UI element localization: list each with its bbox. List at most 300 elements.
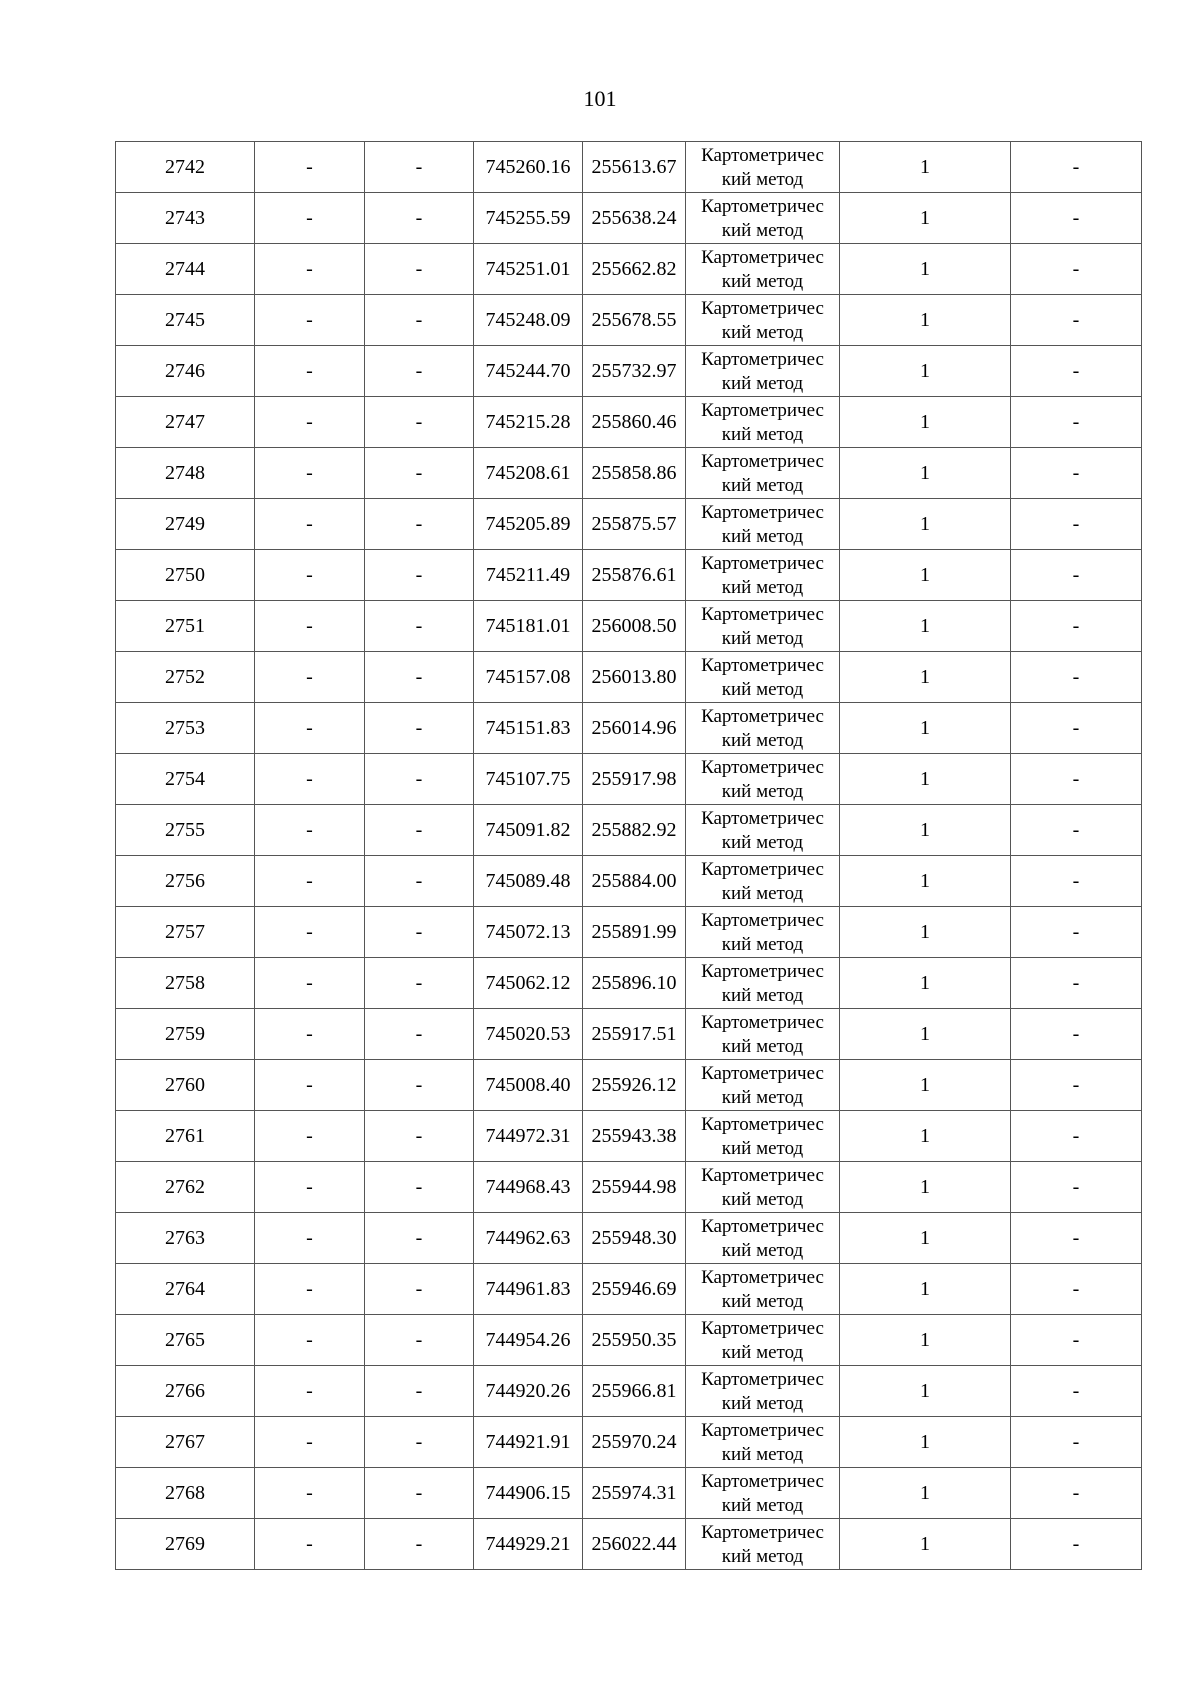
column-3-cell: - — [365, 1315, 474, 1366]
column-3-cell: - — [365, 346, 474, 397]
column-8-cell: - — [1011, 1009, 1142, 1060]
method-line-1: Картометричес — [701, 1419, 824, 1441]
column-7-cell: 1 — [840, 1315, 1011, 1366]
x-coordinate-cell: 745211.49 — [474, 550, 583, 601]
x-coordinate-cell: 744920.26 — [474, 1366, 583, 1417]
x-coordinate-cell: 744972.31 — [474, 1111, 583, 1162]
method-cell — [686, 142, 840, 193]
point-number-cell: 2761 — [116, 1111, 255, 1162]
table-row — [116, 1366, 1142, 1417]
column-7-cell: 1 — [840, 1519, 1011, 1570]
y-coordinate-cell: 255926.12 — [583, 1060, 686, 1111]
table-row — [116, 550, 1142, 601]
column-8-cell: - — [1011, 856, 1142, 907]
method-line-1: Картометричес — [701, 960, 824, 982]
method-line-2: кий метод — [721, 1239, 804, 1261]
method-cell — [686, 499, 840, 550]
column-8-cell: - — [1011, 703, 1142, 754]
column-3-cell: - — [365, 856, 474, 907]
column-7-cell: 1 — [840, 346, 1011, 397]
column-8-cell: - — [1011, 244, 1142, 295]
column-7-cell: 1 — [840, 1468, 1011, 1519]
column-7-cell: 1 — [840, 295, 1011, 346]
column-3-cell: - — [365, 295, 474, 346]
column-8-cell: - — [1011, 448, 1142, 499]
x-coordinate-cell: 745062.12 — [474, 958, 583, 1009]
method-cell — [686, 1111, 840, 1162]
method-line-2: кий метод — [721, 933, 804, 955]
method-line-1: Картометричес — [701, 1368, 824, 1390]
column-3-cell: - — [365, 652, 474, 703]
y-coordinate-cell: 256008.50 — [583, 601, 686, 652]
method-cell — [686, 397, 840, 448]
x-coordinate-cell: 744954.26 — [474, 1315, 583, 1366]
x-coordinate-cell: 744961.83 — [474, 1264, 583, 1315]
method-line-2: кий метод — [721, 1188, 804, 1210]
table-row — [116, 142, 1142, 193]
x-coordinate-cell: 744962.63 — [474, 1213, 583, 1264]
point-number-cell: 2765 — [116, 1315, 255, 1366]
table-row — [116, 1315, 1142, 1366]
column-2-cell: - — [255, 805, 365, 856]
coordinates-table — [115, 141, 1142, 1570]
x-coordinate-cell: 745255.59 — [474, 193, 583, 244]
column-3-cell: - — [365, 805, 474, 856]
column-8-cell: - — [1011, 1315, 1142, 1366]
table-row — [116, 1417, 1142, 1468]
y-coordinate-cell: 255678.55 — [583, 295, 686, 346]
point-number-cell: 2764 — [116, 1264, 255, 1315]
method-line-2: кий метод — [721, 1035, 804, 1057]
method-line-2: кий метод — [721, 270, 804, 292]
method-line-1: Картометричес — [701, 144, 824, 166]
column-3-cell: - — [365, 1417, 474, 1468]
method-cell — [686, 1315, 840, 1366]
column-8-cell: - — [1011, 652, 1142, 703]
method-cell — [686, 1162, 840, 1213]
x-coordinate-cell: 745089.48 — [474, 856, 583, 907]
point-number-cell: 2747 — [116, 397, 255, 448]
column-2-cell: - — [255, 958, 365, 1009]
method-line-1: Картометричес — [701, 1215, 824, 1237]
y-coordinate-cell: 256022.44 — [583, 1519, 686, 1570]
method-cell — [686, 958, 840, 1009]
method-line-1: Картометричес — [701, 909, 824, 931]
y-coordinate-cell: 255917.98 — [583, 754, 686, 805]
point-number-cell: 2759 — [116, 1009, 255, 1060]
column-2-cell: - — [255, 652, 365, 703]
column-2-cell: - — [255, 601, 365, 652]
point-number-cell: 2757 — [116, 907, 255, 958]
column-3-cell: - — [365, 142, 474, 193]
method-cell — [686, 1519, 840, 1570]
method-cell — [686, 448, 840, 499]
column-2-cell: - — [255, 142, 365, 193]
table-row — [116, 1213, 1142, 1264]
column-2-cell: - — [255, 397, 365, 448]
point-number-cell: 2769 — [116, 1519, 255, 1570]
column-3-cell: - — [365, 958, 474, 1009]
column-8-cell: - — [1011, 1366, 1142, 1417]
column-8-cell: - — [1011, 193, 1142, 244]
point-number-cell: 2750 — [116, 550, 255, 601]
point-number-cell: 2749 — [116, 499, 255, 550]
method-line-2: кий метод — [721, 321, 804, 343]
column-8-cell: - — [1011, 397, 1142, 448]
method-line-2: кий метод — [721, 678, 804, 700]
table-row — [116, 295, 1142, 346]
point-number-cell: 2745 — [116, 295, 255, 346]
table-row — [116, 805, 1142, 856]
x-coordinate-cell: 745181.01 — [474, 601, 583, 652]
table-row — [116, 958, 1142, 1009]
x-coordinate-cell: 745072.13 — [474, 907, 583, 958]
method-cell — [686, 652, 840, 703]
table-row — [116, 601, 1142, 652]
y-coordinate-cell: 255974.31 — [583, 1468, 686, 1519]
table-row — [116, 346, 1142, 397]
method-line-2: кий метод — [721, 1392, 804, 1414]
point-number-cell: 2746 — [116, 346, 255, 397]
method-line-2: кий метод — [721, 882, 804, 904]
column-8-cell: - — [1011, 346, 1142, 397]
column-3-cell: - — [365, 1009, 474, 1060]
table-row — [116, 397, 1142, 448]
column-3-cell: - — [365, 193, 474, 244]
method-cell — [686, 1009, 840, 1060]
method-cell — [686, 1366, 840, 1417]
point-number-cell: 2762 — [116, 1162, 255, 1213]
y-coordinate-cell: 255876.61 — [583, 550, 686, 601]
column-2-cell: - — [255, 1417, 365, 1468]
column-2-cell: - — [255, 1060, 365, 1111]
method-line-1: Картометричес — [701, 1062, 824, 1084]
method-line-2: кий метод — [721, 729, 804, 751]
y-coordinate-cell: 255860.46 — [583, 397, 686, 448]
column-2-cell: - — [255, 448, 365, 499]
method-cell — [686, 1060, 840, 1111]
column-7-cell: 1 — [840, 703, 1011, 754]
y-coordinate-cell: 256014.96 — [583, 703, 686, 754]
method-line-2: кий метод — [721, 831, 804, 853]
method-cell — [686, 1264, 840, 1315]
column-2-cell: - — [255, 1111, 365, 1162]
method-line-2: кий метод — [721, 984, 804, 1006]
y-coordinate-cell: 255948.30 — [583, 1213, 686, 1264]
table-row — [116, 193, 1142, 244]
column-7-cell: 1 — [840, 499, 1011, 550]
table-row — [116, 754, 1142, 805]
column-8-cell: - — [1011, 550, 1142, 601]
point-number-cell: 2766 — [116, 1366, 255, 1417]
method-line-1: Картометричес — [701, 1113, 824, 1135]
column-8-cell: - — [1011, 1060, 1142, 1111]
x-coordinate-cell: 744906.15 — [474, 1468, 583, 1519]
method-line-2: кий метод — [721, 525, 804, 547]
method-line-2: кий метод — [721, 1290, 804, 1312]
method-line-2: кий метод — [721, 474, 804, 496]
column-2-cell: - — [255, 550, 365, 601]
column-2-cell: - — [255, 1366, 365, 1417]
column-2-cell: - — [255, 295, 365, 346]
x-coordinate-cell: 745020.53 — [474, 1009, 583, 1060]
y-coordinate-cell: 255662.82 — [583, 244, 686, 295]
column-7-cell: 1 — [840, 193, 1011, 244]
column-7-cell: 1 — [840, 397, 1011, 448]
method-line-2: кий метод — [721, 168, 804, 190]
column-3-cell: - — [365, 448, 474, 499]
point-number-cell: 2756 — [116, 856, 255, 907]
column-8-cell: - — [1011, 754, 1142, 805]
y-coordinate-cell: 255970.24 — [583, 1417, 686, 1468]
y-coordinate-cell: 255613.67 — [583, 142, 686, 193]
column-7-cell: 1 — [840, 652, 1011, 703]
column-7-cell: 1 — [840, 856, 1011, 907]
method-cell — [686, 295, 840, 346]
y-coordinate-cell: 255917.51 — [583, 1009, 686, 1060]
method-line-1: Картометричес — [701, 1266, 824, 1288]
table-row — [116, 1264, 1142, 1315]
method-line-1: Картометричес — [701, 297, 824, 319]
column-2-cell: - — [255, 244, 365, 295]
method-line-2: кий метод — [721, 780, 804, 802]
method-line-1: Картометричес — [701, 399, 824, 421]
method-line-1: Картометричес — [701, 348, 824, 370]
method-line-1: Картометричес — [701, 1470, 824, 1492]
method-cell — [686, 703, 840, 754]
method-line-2: кий метод — [721, 1137, 804, 1159]
column-2-cell: - — [255, 193, 365, 244]
x-coordinate-cell: 744929.21 — [474, 1519, 583, 1570]
x-coordinate-cell: 745107.75 — [474, 754, 583, 805]
table-row — [116, 244, 1142, 295]
method-cell — [686, 346, 840, 397]
y-coordinate-cell: 255875.57 — [583, 499, 686, 550]
column-3-cell: - — [365, 1264, 474, 1315]
column-8-cell: - — [1011, 499, 1142, 550]
method-line-1: Картометричес — [701, 603, 824, 625]
column-7-cell: 1 — [840, 1213, 1011, 1264]
y-coordinate-cell: 255884.00 — [583, 856, 686, 907]
table-row — [116, 1009, 1142, 1060]
column-2-cell: - — [255, 754, 365, 805]
column-3-cell: - — [365, 1366, 474, 1417]
column-2-cell: - — [255, 1519, 365, 1570]
point-number-cell: 2743 — [116, 193, 255, 244]
column-7-cell: 1 — [840, 448, 1011, 499]
column-7-cell: 1 — [840, 1264, 1011, 1315]
column-7-cell: 1 — [840, 805, 1011, 856]
table-row — [116, 856, 1142, 907]
column-8-cell: - — [1011, 142, 1142, 193]
column-3-cell: - — [365, 907, 474, 958]
method-line-2: кий метод — [721, 1086, 804, 1108]
column-7-cell: 1 — [840, 1009, 1011, 1060]
column-7-cell: 1 — [840, 958, 1011, 1009]
page-number: 101 — [583, 86, 617, 111]
method-cell — [686, 856, 840, 907]
y-coordinate-cell: 256013.80 — [583, 652, 686, 703]
method-line-1: Картометричес — [701, 1164, 824, 1186]
column-8-cell: - — [1011, 1519, 1142, 1570]
column-2-cell: - — [255, 1213, 365, 1264]
method-cell — [686, 1417, 840, 1468]
method-cell — [686, 193, 840, 244]
column-8-cell: - — [1011, 1417, 1142, 1468]
method-line-1: Картометричес — [701, 858, 824, 880]
x-coordinate-cell: 745244.70 — [474, 346, 583, 397]
table-row — [116, 1060, 1142, 1111]
method-line-2: кий метод — [721, 1341, 804, 1363]
column-7-cell: 1 — [840, 1366, 1011, 1417]
column-2-cell: - — [255, 499, 365, 550]
table-row — [116, 499, 1142, 550]
method-cell — [686, 1213, 840, 1264]
method-cell — [686, 1468, 840, 1519]
column-7-cell: 1 — [840, 244, 1011, 295]
method-line-1: Картометричес — [701, 654, 824, 676]
column-3-cell: - — [365, 1060, 474, 1111]
y-coordinate-cell: 255943.38 — [583, 1111, 686, 1162]
method-line-1: Картометричес — [701, 1521, 824, 1543]
column-7-cell: 1 — [840, 754, 1011, 805]
column-8-cell: - — [1011, 1264, 1142, 1315]
table-row — [116, 1162, 1142, 1213]
point-number-cell: 2751 — [116, 601, 255, 652]
column-3-cell: - — [365, 1213, 474, 1264]
column-7-cell: 1 — [840, 601, 1011, 652]
method-cell — [686, 754, 840, 805]
x-coordinate-cell: 744921.91 — [474, 1417, 583, 1468]
method-line-2: кий метод — [721, 372, 804, 394]
method-line-2: кий метод — [721, 423, 804, 445]
point-number-cell: 2752 — [116, 652, 255, 703]
method-cell — [686, 907, 840, 958]
column-3-cell: - — [365, 550, 474, 601]
table-row — [116, 1519, 1142, 1570]
column-2-cell: - — [255, 1264, 365, 1315]
point-number-cell: 2744 — [116, 244, 255, 295]
column-3-cell: - — [365, 499, 474, 550]
column-7-cell: 1 — [840, 142, 1011, 193]
column-3-cell: - — [365, 1111, 474, 1162]
y-coordinate-cell: 255638.24 — [583, 193, 686, 244]
column-3-cell: - — [365, 754, 474, 805]
column-3-cell: - — [365, 397, 474, 448]
x-coordinate-cell: 745205.89 — [474, 499, 583, 550]
table-body — [116, 142, 1142, 1570]
point-number-cell: 2754 — [116, 754, 255, 805]
x-coordinate-cell: 744968.43 — [474, 1162, 583, 1213]
method-line-1: Картометричес — [701, 705, 824, 727]
method-line-2: кий метод — [721, 1545, 804, 1567]
column-8-cell: - — [1011, 601, 1142, 652]
x-coordinate-cell: 745248.09 — [474, 295, 583, 346]
method-line-2: кий метод — [721, 576, 804, 598]
point-number-cell: 2760 — [116, 1060, 255, 1111]
y-coordinate-cell: 255966.81 — [583, 1366, 686, 1417]
method-line-1: Картометричес — [701, 195, 824, 217]
y-coordinate-cell: 255946.69 — [583, 1264, 686, 1315]
column-2-cell: - — [255, 856, 365, 907]
y-coordinate-cell: 255732.97 — [583, 346, 686, 397]
column-3-cell: - — [365, 1519, 474, 1570]
y-coordinate-cell: 255858.86 — [583, 448, 686, 499]
column-2-cell: - — [255, 1315, 365, 1366]
method-cell — [686, 805, 840, 856]
column-7-cell: 1 — [840, 550, 1011, 601]
column-8-cell: - — [1011, 1111, 1142, 1162]
column-2-cell: - — [255, 1468, 365, 1519]
point-number-cell: 2758 — [116, 958, 255, 1009]
point-number-cell: 2763 — [116, 1213, 255, 1264]
x-coordinate-cell: 745215.28 — [474, 397, 583, 448]
column-8-cell: - — [1011, 958, 1142, 1009]
method-line-2: кий метод — [721, 1443, 804, 1465]
column-2-cell: - — [255, 1162, 365, 1213]
method-line-1: Картометричес — [701, 807, 824, 829]
method-line-1: Картометричес — [701, 1011, 824, 1033]
column-7-cell: 1 — [840, 1162, 1011, 1213]
column-7-cell: 1 — [840, 1111, 1011, 1162]
column-2-cell: - — [255, 346, 365, 397]
column-8-cell: - — [1011, 1468, 1142, 1519]
table-row — [116, 1468, 1142, 1519]
table-row — [116, 907, 1142, 958]
y-coordinate-cell: 255950.35 — [583, 1315, 686, 1366]
method-line-2: кий метод — [721, 627, 804, 649]
table-row — [116, 703, 1142, 754]
column-8-cell: - — [1011, 1213, 1142, 1264]
point-number-cell: 2753 — [116, 703, 255, 754]
point-number-cell: 2742 — [116, 142, 255, 193]
point-number-cell: 2767 — [116, 1417, 255, 1468]
column-8-cell: - — [1011, 805, 1142, 856]
method-line-1: Картометричес — [701, 450, 824, 472]
column-3-cell: - — [365, 601, 474, 652]
column-3-cell: - — [365, 1468, 474, 1519]
point-number-cell: 2755 — [116, 805, 255, 856]
x-coordinate-cell: 745151.83 — [474, 703, 583, 754]
y-coordinate-cell: 255891.99 — [583, 907, 686, 958]
x-coordinate-cell: 745260.16 — [474, 142, 583, 193]
method-line-1: Картометричес — [701, 1317, 824, 1339]
x-coordinate-cell: 745157.08 — [474, 652, 583, 703]
x-coordinate-cell: 745208.61 — [474, 448, 583, 499]
column-8-cell: - — [1011, 907, 1142, 958]
y-coordinate-cell: 255882.92 — [583, 805, 686, 856]
column-8-cell: - — [1011, 1162, 1142, 1213]
method-cell — [686, 244, 840, 295]
x-coordinate-cell: 745251.01 — [474, 244, 583, 295]
x-coordinate-cell: 745008.40 — [474, 1060, 583, 1111]
table-row — [116, 652, 1142, 703]
table-row — [116, 448, 1142, 499]
column-7-cell: 1 — [840, 1417, 1011, 1468]
point-number-cell: 2768 — [116, 1468, 255, 1519]
method-line-1: Картометричес — [701, 501, 824, 523]
column-3-cell: - — [365, 1162, 474, 1213]
method-line-1: Картометричес — [701, 552, 824, 574]
column-3-cell: - — [365, 244, 474, 295]
point-number-cell: 2748 — [116, 448, 255, 499]
method-cell — [686, 601, 840, 652]
column-2-cell: - — [255, 907, 365, 958]
column-2-cell: - — [255, 703, 365, 754]
column-7-cell: 1 — [840, 907, 1011, 958]
method-line-2: кий метод — [721, 219, 804, 241]
method-line-1: Картометричес — [701, 756, 824, 778]
